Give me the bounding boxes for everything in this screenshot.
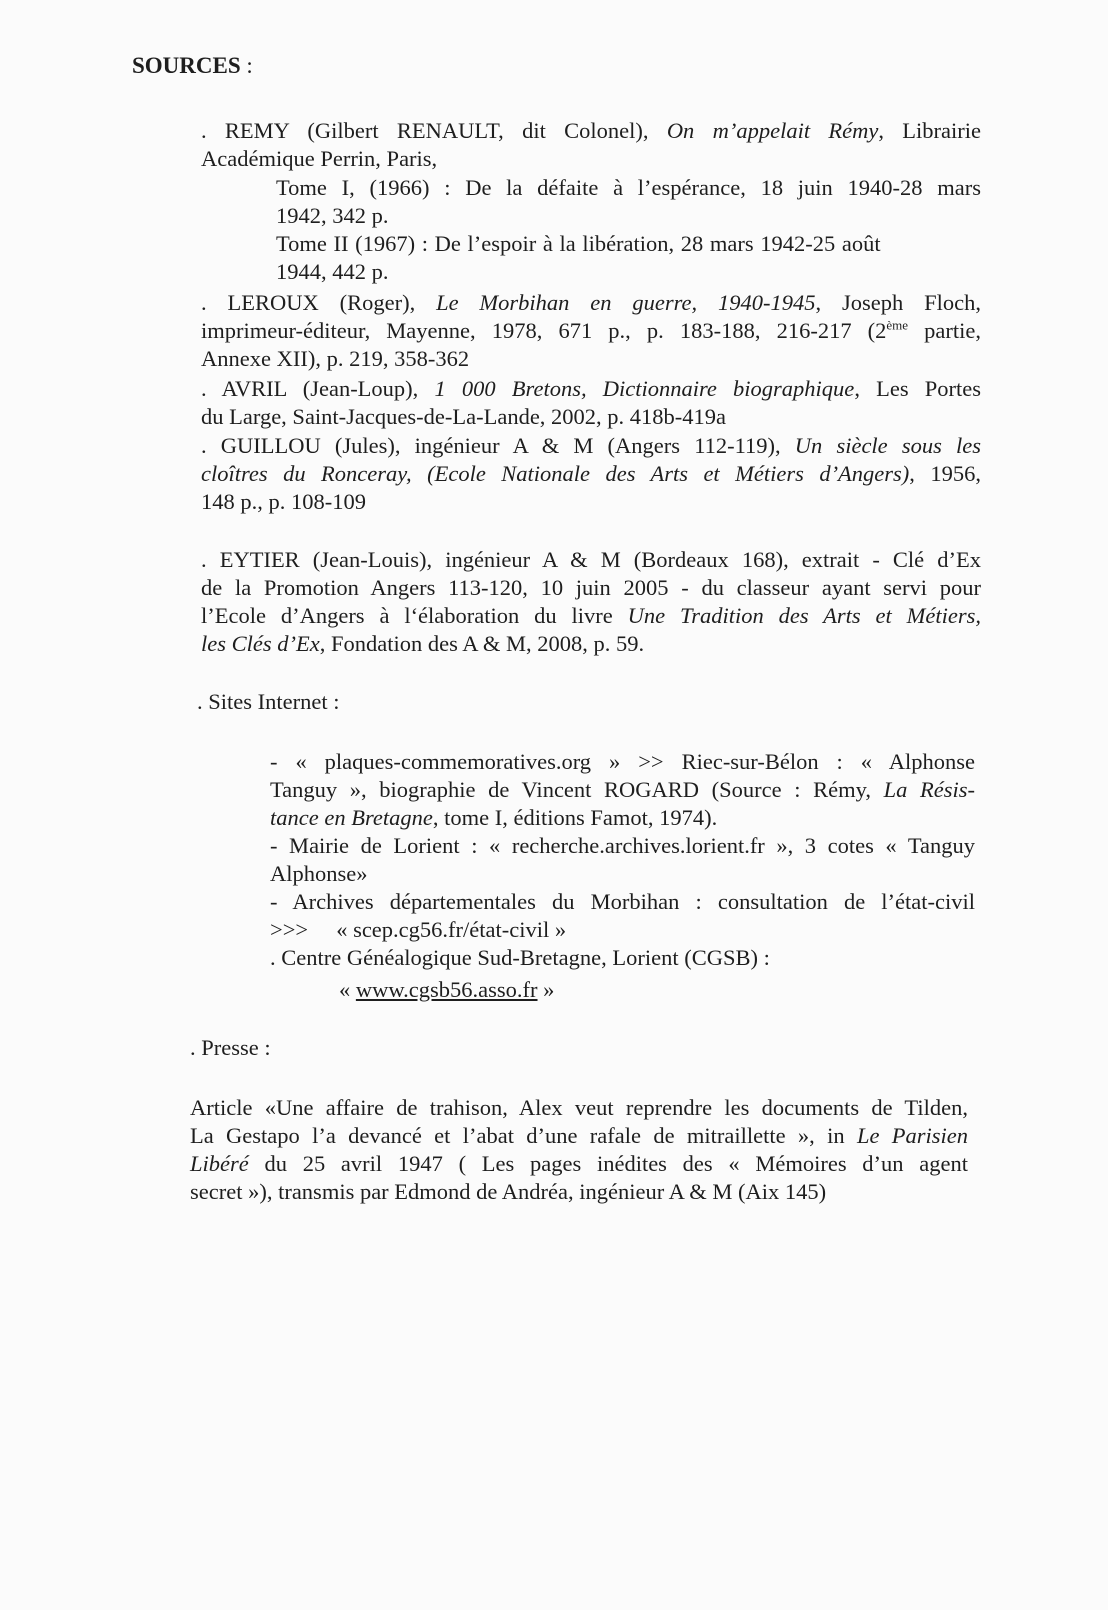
internet-sources [270, 748, 975, 972]
presse-line-3: Libéré du 25 avril 1947 ( Les pages inédites des « Mémoires d’un agent [190, 1151, 968, 1176]
section-label-presse: . Presse : [190, 1035, 271, 1060]
eytier-line-1: . EYTIER (Jean-Louis), ingénieur A & M (Bordeaux 168), extrait - Clé d’Ex [201, 547, 981, 572]
cgsb-link[interactable]: www.cgsb56.asso.fr [355, 977, 538, 1002]
internet-line-4: - Mairie de Lorient : « recherche.archives.lorient.fr », 3 cotes « Tanguy [270, 833, 975, 858]
source-guillou [201, 432, 981, 516]
presse-line-2: La Gestapo l’a devancé et l’abat d’une rafale de mitraillette », in Le Parisien [190, 1123, 969, 1148]
remy-tome2-line-1: Tome II (1967) : De l’espoir à la libération, 28 mars 1942-25 août [276, 231, 881, 256]
guillou-line-3: 148 p., p. 108-109 [201, 489, 366, 514]
source-avril [201, 375, 981, 431]
guillou-line-2: cloîtres du Ronceray, (Ecole Nationale des Arts et Métiers d’Angers), 1956, [201, 461, 981, 486]
internet-line-3: tance en Bretagne, tome I, éditions Famot, 1974). [270, 805, 718, 830]
remy-line-1: . REMY (Gilbert RENAULT, dit Colonel), On m’appelait Rémy, Librairie [201, 118, 981, 143]
source-leroux [201, 289, 981, 373]
presse-line-4: secret »), transmis par Edmond de Andréa, ingénieur A & M (Aix 145) [190, 1179, 827, 1204]
remy-tome1-line-1: Tome I, (1966) : De la défaite à l’espérance, 18 juin 1940-28 mars [276, 175, 981, 200]
internet-line-2: Tanguy », biographie de Vincent ROGARD (Source : Rémy, La Résis- [270, 777, 975, 802]
remy-tome1-line-2: 1942, 342 p. [276, 203, 389, 228]
guillou-line-1: . GUILLOU (Jules), ingénieur A & M (Angers 112-119), Un siècle sous les [201, 433, 981, 458]
page-title: SOURCES : [132, 53, 253, 78]
presse-line-1: Article «Une affaire de trahison, Alex veut reprendre les documents de Tilden, [190, 1095, 968, 1120]
internet-line-5: Alphonse» [270, 861, 368, 886]
source-remy-tomes [276, 174, 981, 286]
leroux-line-2: imprimeur-éditeur, Mayenne, 1978, 671 p., p. 183-188, 216-217 (2ème partie, [201, 317, 981, 343]
leroux-line-3: Annexe XII), p. 219, 358-362 [201, 346, 470, 371]
source-eytier [201, 546, 981, 658]
internet-cgsb-link-line: « www.cgsb56.asso.fr » [339, 977, 555, 1002]
section-label-internet: . Sites Internet : [197, 689, 340, 714]
internet-line-6: - Archives départementales du Morbihan : consultation de l’état-civil [270, 889, 975, 914]
internet-line-1: - « plaques-commemoratives.org » >> Riec-sur-Bélon : « Alphonse [270, 749, 975, 774]
eytier-line-2: de la Promotion Angers 113-120, 10 juin 2005 - du classeur ayant servi pour [201, 575, 981, 600]
remy-tome2-line-2: 1944, 442 p. [276, 259, 389, 284]
internet-line-7: >>> « scep.cg56.fr/état-civil » [270, 917, 567, 942]
eytier-line-3: l’Ecole d’Angers à l‘élaboration du livre Une Tradition des Arts et Métiers, [201, 603, 981, 628]
presse-article [190, 1094, 968, 1206]
leroux-line-1: . LEROUX (Roger), Le Morbihan en guerre, 1940-1945, Joseph Floch, [201, 290, 982, 315]
avril-line-1: . AVRIL (Jean-Loup), 1 000 Bretons, Dictionnaire biographique, Les Portes [201, 376, 982, 401]
remy-line-2: Académique Perrin, Paris, [201, 146, 438, 171]
eytier-line-4: les Clés d’Ex, Fondation des A & M, 2008, p. 59. [201, 631, 645, 656]
internet-line-8: . Centre Généalogique Sud-Bretagne, Lorient (CGSB) : [270, 945, 770, 970]
avril-line-2: du Large, Saint-Jacques-de-La-Lande, 2002, p. 418b-419a [201, 404, 727, 429]
source-remy [201, 117, 981, 173]
